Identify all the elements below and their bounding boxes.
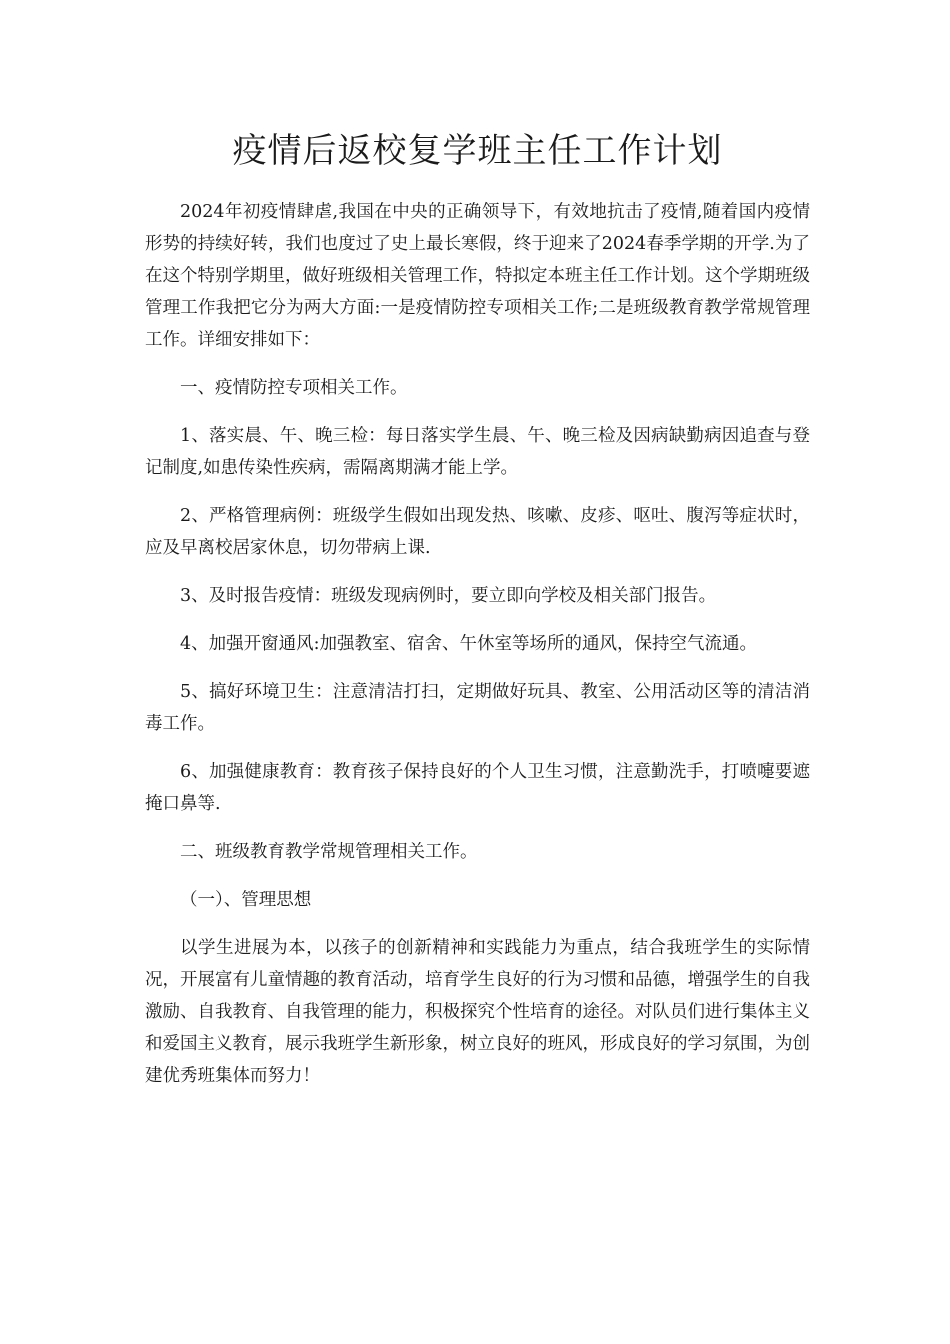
paragraph-intro: 2024年初疫情肆虐,我国在中央的正确领导下，有效地抗击了疫情,随着国内疫情形势的持续好转，我们也度过了史上最长寒假，终于迎来了2024春季学期的开学.为了在这个特别学期里，做好班级相关管理工作，特拟定本班主任工作计划。这个学期班级管理工作我把它分为两大方面:一是疫情防控专项相关工作;二是班级教育教学常规管理工作。详细安排如下： <box>145 202 810 350</box>
section-heading-2: 二、班级教育教学常规管理相关工作。 <box>180 842 478 862</box>
list-item-5: 5、搞好环境卫生：注意清洁打扫，定期做好玩具、教室、公用活动区等的清洁消毒工作。 <box>145 682 810 734</box>
subsection-heading-1: （一）、管理思想 <box>180 890 312 910</box>
paragraph-management-idea: 以学生进展为本，以孩子的创新精神和实践能力为重点，结合我班学生的实际情况，开展富有儿童情趣的教育活动，培育学生良好的行为习惯和品德，增强学生的自我激励、自我教育、自我管理的能力，积极探究个性培育的途径。对队员们进行集体主义和爱国主义教育，展示我班学生新形象，树立良好的班风，形成良好的学习氛围，为创建优秀班集体而努力！ <box>145 938 810 1086</box>
document-title: 疫情后返校复学班主任工作计划 <box>232 131 723 171</box>
list-item-4: 4、加强开窗通风:加强教室、宿舍、午休室等场所的通风，保持空气流通。 <box>180 634 758 654</box>
list-item-6: 6、加强健康教育：教育孩子保持良好的个人卫生习惯，注意勤洗手，打喷嚏要遮掩口鼻等. <box>145 762 810 814</box>
list-item-1: 1、落实晨、午、晚三检：每日落实学生晨、午、晚三检及因病缺勤病因追查与登记制度,如患传染性疾病，需隔离期满才能上学。 <box>145 426 810 478</box>
list-item-2: 2、严格管理病例：班级学生假如出现发热、咳嗽、皮疹、呕吐、腹泻等症状时，应及早离校居家休息，切勿带病上课. <box>145 506 810 558</box>
section-heading-1: 一、疫情防控专项相关工作。 <box>180 378 408 398</box>
list-item-3: 3、及时报告疫情：班级发现病例时，要立即向学校及相关部门报告。 <box>180 586 717 606</box>
